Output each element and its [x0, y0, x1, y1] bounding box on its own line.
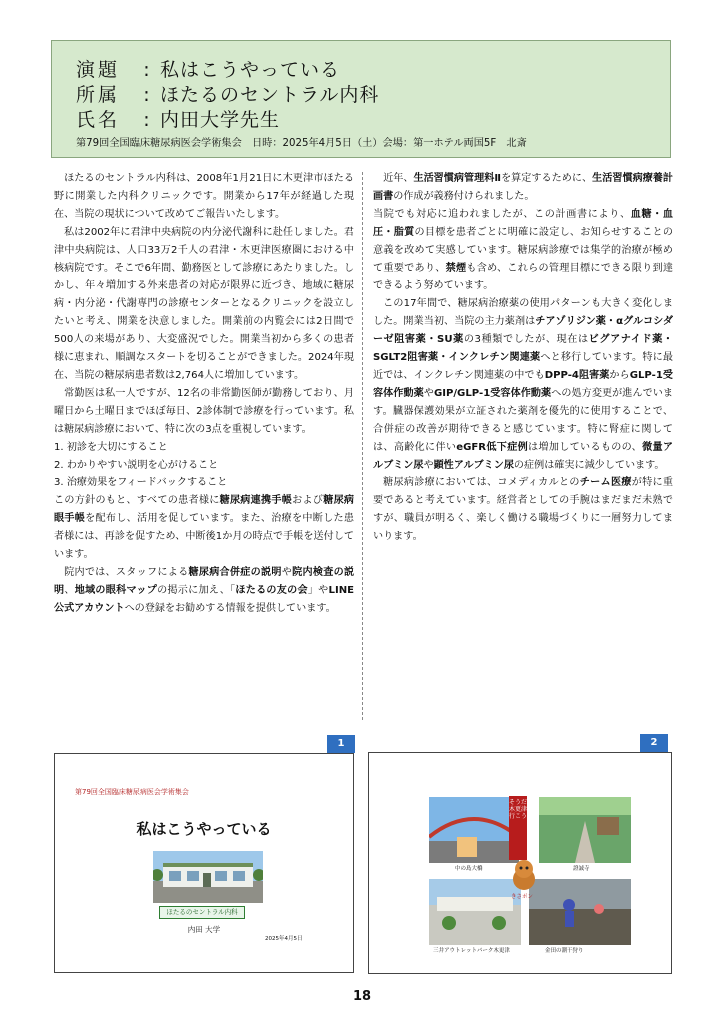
outlet-photo: [429, 879, 521, 945]
name-line: 氏名 : 内田大学先生: [76, 109, 281, 131]
slide-number-badge: 2: [640, 734, 668, 752]
topic-text: 私はこうやっている: [160, 59, 341, 81]
name-label: 氏名: [76, 109, 121, 131]
slide-title: 私はこうやっている: [136, 820, 272, 838]
paragraph: ほたるのセントラル内科は、2008年1月21日に木更津市ほたる野に開業した内科クリニックです。開業から17年が経過した現在、当院の現状について改めてご報告いたします。: [54, 173, 354, 220]
right-column: [373, 170, 673, 546]
presenter-name: 内田 大学: [187, 925, 221, 934]
slide-number-badge: 1: [327, 735, 355, 753]
caption: 中の島大橋: [455, 866, 483, 872]
page-number: 18: [352, 989, 372, 1004]
name-text: 内田大学先生: [160, 109, 281, 131]
column-divider: [362, 172, 363, 720]
list-item: 2. わかりやすい説明を心がけること: [54, 459, 219, 471]
paragraph: この方針のもと、すべての患者様に糖尿病連携手帳および糖尿病眼手帳を配布し、活用を促しています。また、治療を中断した患者様には、再診を促すため、中断後1か月の時点で手帳を送付しています。: [54, 495, 355, 561]
conference-meta: 第79回全国臨床糖尿病医会学術集会 日時：2025年4月5日（土）会場：第一ホテル両国5F 北斎: [76, 138, 527, 149]
slide-1: [54, 753, 354, 973]
mascot-icon: [509, 857, 539, 891]
temple-photo: [539, 797, 631, 863]
clinic-logo: ほたるのセントラル内科: [159, 906, 245, 919]
caption: 金田の潮干狩り: [545, 948, 584, 954]
paragraph: 私は2002年に君津中央病院の内分泌代謝科に赴任しました。君津中央病院は、人口33万2千人の君津・木更津医療圏における中核病院です。そこで6年間、勤務医として診療にあたりました。しかし、年々増加する外来患者の対応が限界に近づき、地域に糖尿病・内分泌・代謝専門の診療センターとなるクリニックを設立したいと考え、開業を決意しました。開業前の内覧会には2日間で500人の来場があり、大変盛況でした。開業当初から多くの患者様に恵まれ、順調なスタートを切ることができました。2024年現在、当院の糖尿病患者数は2,764人に増加しています。: [54, 226, 354, 381]
topic-label: 演題: [76, 59, 121, 81]
slide-conference: 第79回全国臨床糖尿病医会学術集会: [75, 788, 189, 796]
left-column: [54, 170, 354, 618]
paragraph: 近年、生活習慣病管理料Ⅱを算定するために、生活習慣病療養計画書の作成が義務付けられました。: [373, 173, 674, 202]
list-item: 1. 初診を大切にすること: [54, 441, 168, 453]
tourism-banner: そうだ木更津行こう: [509, 796, 527, 860]
paragraph: この17年間で、糖尿病治療薬の使用パターンも大きく変化しました。開業当初、当院の主力薬剤はチアゾリジン薬・αグルコシダーゼ阻害薬・SU薬の3種類でしたが、現在はビグアナイド薬・SGLT2阻害薬・インクレチン関連薬へと移行しています。特に最近では、インクレチン関連薬の中でもDPP-4阻害薬からGLP-1受容体作動薬やGIP/GLP-1受容体作動薬への処方変更が進んでいます。臓器保護効果が立証された薬剤を優先的に使用することで、合併症の改善が期待できると感じています。特に腎症に関しては、高齢化に伴いeGFR低下症例は増加しているものの、微量アルブミン尿や顕性アルブミン尿の症例は確実に減少しています。: [373, 298, 674, 471]
caption: 三井アウトレットパーク木更津: [433, 948, 510, 954]
bridge-photo: [429, 797, 519, 863]
paragraph: 常勤医は私一人ですが、12名の非常勤医師が勤務しており、月曜日から土曜日までほぼ毎日、2診体制で診療を行っています。私は糖尿病診療において、特に次の3点を重視しています。: [54, 387, 354, 435]
affiliation-line: 所属 : ほたるのセントラル内科: [76, 84, 380, 106]
slide-date: 2025年4月5日: [265, 936, 303, 942]
paragraph: 糖尿病診療においては、コメディカルとのチーム医療が特に重要であると考えています。経営者としての手腕はまだまだ未熟ですが、職員が明るく、楽しく働ける職場づくりに一層努力してまいります。: [373, 477, 674, 543]
slide-2: [368, 752, 672, 974]
caption: 證誠寺: [573, 866, 590, 872]
affiliation-label: 所属: [76, 84, 121, 106]
paragraph: 当院でも対応に追われましたが、この計画書により、血糖・血圧・脂質の目標を患者ごとに明確に設定し、お知らせすることの意義を改めて実感しています。糖尿病診療では集学的治療が極めて重要であり、禁煙も含め、これらの管理目標にできる限り到達できるよう努めています。: [373, 208, 674, 292]
clinic-photo: [153, 851, 263, 903]
topic-line: 演題 : 私はこうやっている: [76, 59, 341, 81]
list-item: 3. 治療効果をフィードバックすること: [54, 477, 228, 489]
affiliation-text: ほたるのセントラル内科: [160, 84, 380, 106]
paragraph: 院内では、スタッフによる糖尿病合併症の説明や院内検査の説明、地域の眼科マップの掲示に加え、「ほたるの友の会」やLINE公式アカウントへの登録をお勧めする情報を提供しています。: [54, 566, 355, 614]
mascot-label: きさポン: [511, 894, 534, 900]
title-box: [51, 40, 671, 158]
clam-digging-photo: [529, 879, 631, 945]
